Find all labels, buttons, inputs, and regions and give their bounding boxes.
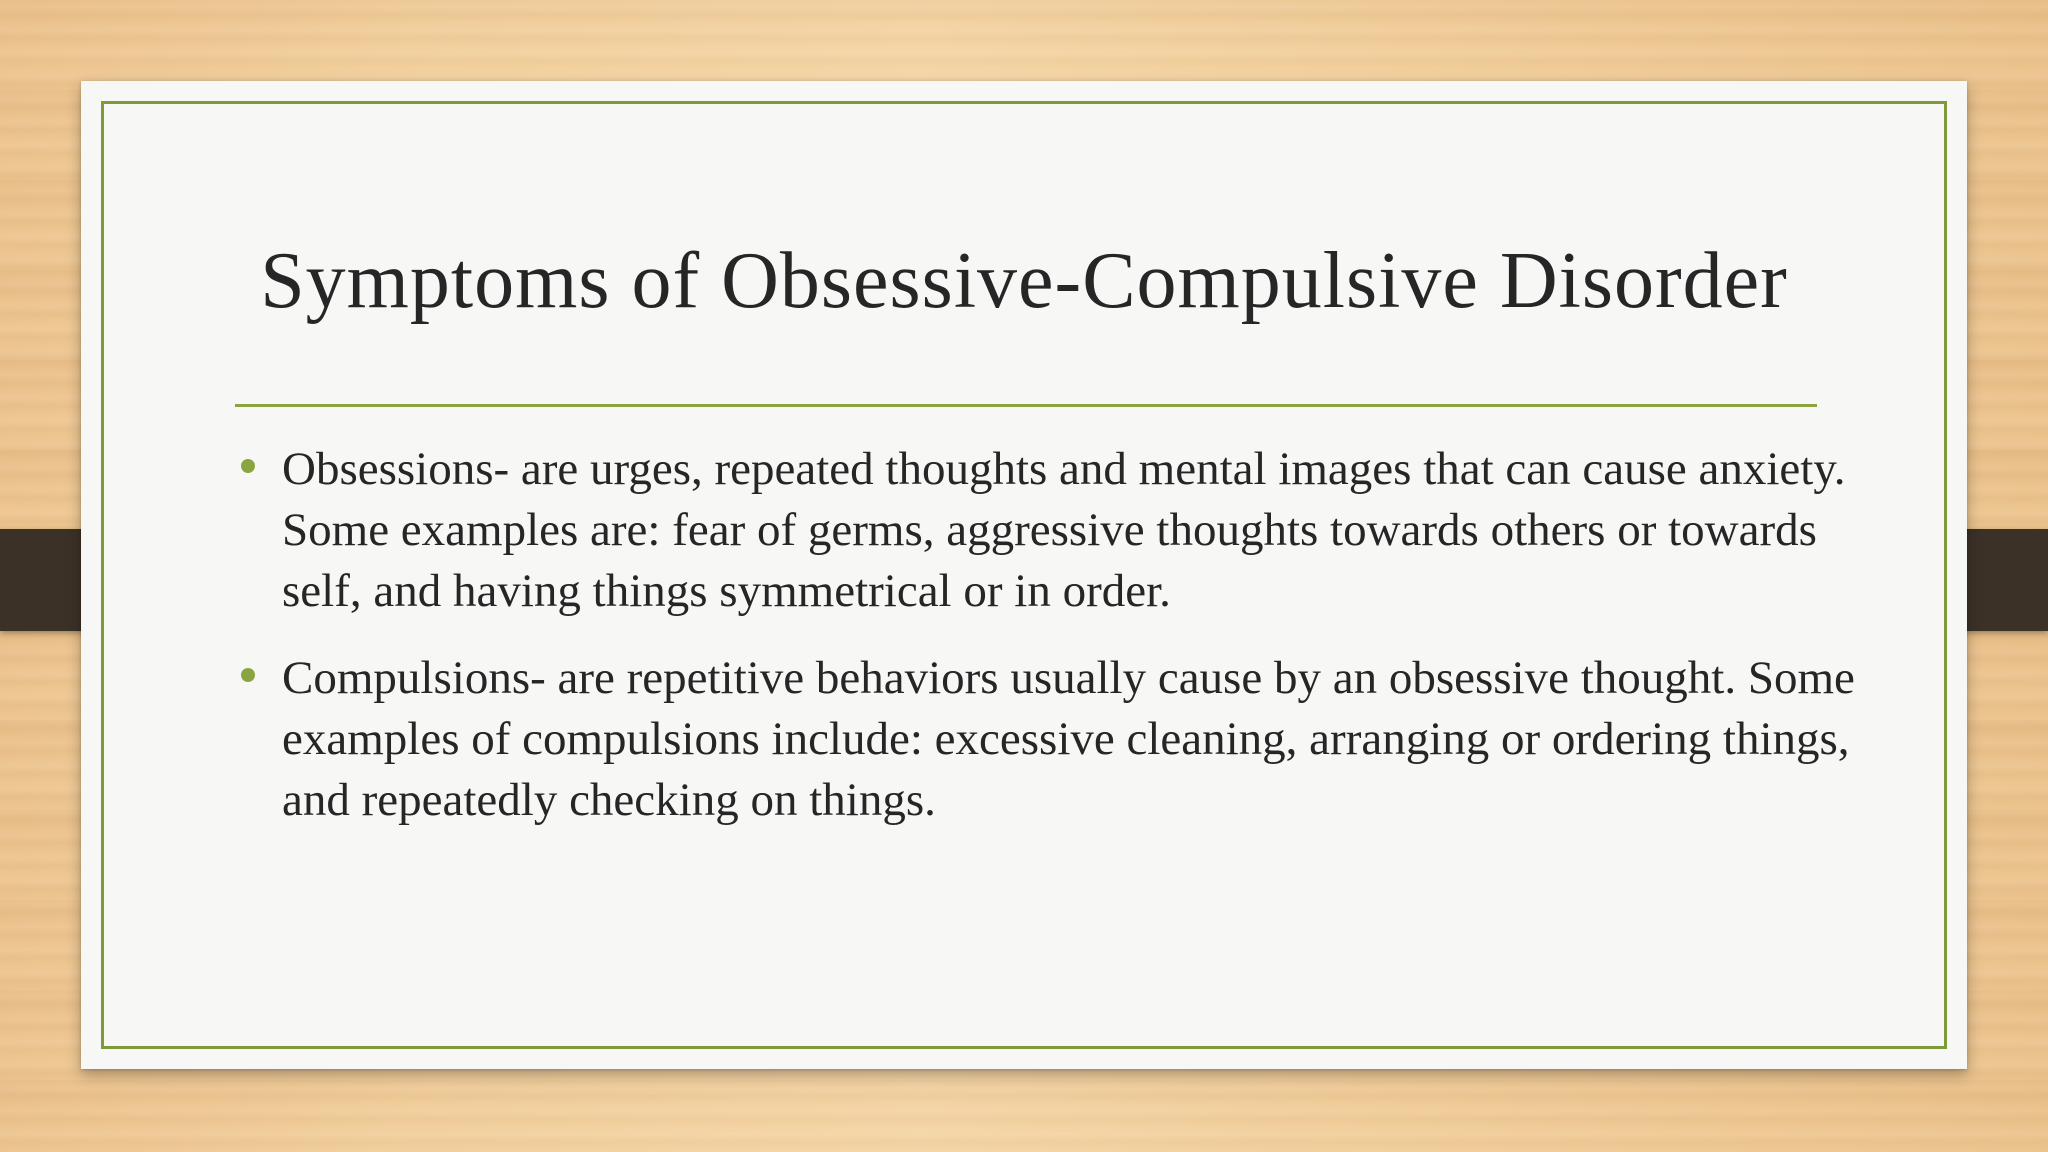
bullet-item-compulsions [235, 648, 1875, 831]
slide-title: Symptoms of Obsessive-Compulsive Disorder [260, 237, 1788, 325]
bullet-text: Compulsions- are repetitive behaviors usually cause by an obsessive thought. Some examples of compulsions include: excessive cleaning, arranging or ordering things, and repeatedly checking on things. [282, 652, 1855, 826]
bullet-item-obsessions [235, 439, 1875, 622]
bullet-dot-icon [241, 459, 255, 473]
bullet-dot-icon [241, 668, 255, 682]
bullet-text: Obsessions- are urges, repeated thoughts and mental images that can cause anxiety. Some examples are: fear of germs, aggressive thoughts towards others or towards self, and having things symmetrical or in order. [282, 443, 1846, 617]
title-divider [235, 404, 1817, 407]
bullet-list [235, 439, 1875, 857]
slide [81, 81, 1967, 1069]
